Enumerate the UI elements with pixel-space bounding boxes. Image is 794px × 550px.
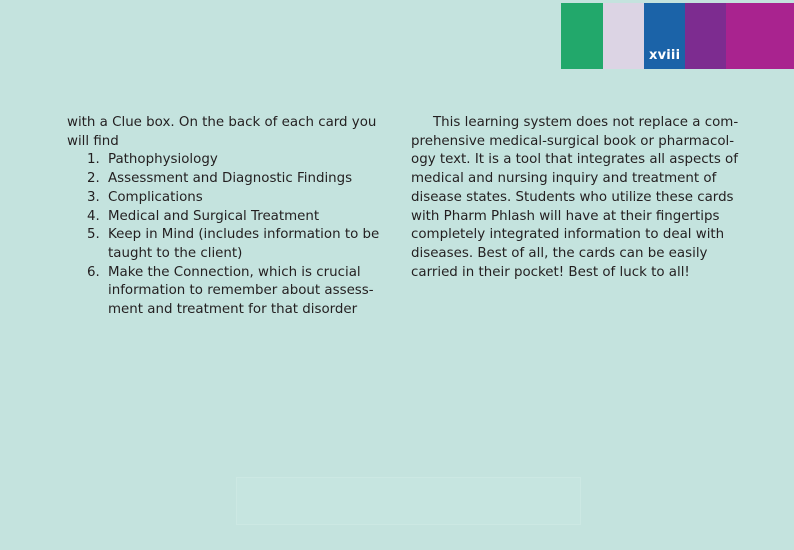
list-item bbox=[67, 208, 385, 227]
card-contents-list bbox=[67, 151, 385, 319]
list-item-text: Make the Connection, which is crucial information to remember about assess-ment and treatment for that disorder bbox=[108, 264, 374, 318]
list-item-text: Medical and Surgical Treatment bbox=[108, 208, 320, 224]
list-item-number: 2. bbox=[87, 171, 100, 187]
page-number: xviii bbox=[649, 48, 681, 63]
list-item-text: Keep in Mind (includes information to be taught to the client) bbox=[108, 227, 380, 261]
list-item-number: 6. bbox=[87, 264, 100, 280]
swatch-purple bbox=[685, 3, 726, 69]
list-item-text: Assessment and Diagnostic Findings bbox=[108, 171, 353, 187]
list-item bbox=[67, 226, 385, 263]
right-body-paragraph: This learning system does not replace a com-prehensive medical-surgical book or pharmacol-ogy text. It is a tool that integrates all aspects of medical and nursing inquiry and treatment of disease states. Students who utilize these cards with Pharm Phlash will have at their fingertips completely integrated information to deal with diseases. Best of all, the cards can be easily carried in their pocket! Best of luck to all! bbox=[411, 115, 739, 280]
swatch-blue bbox=[644, 3, 685, 69]
swatch-green bbox=[561, 3, 603, 69]
list-item-text: Pathophysiology bbox=[108, 152, 218, 168]
blank-footer-box bbox=[236, 477, 581, 525]
header-color-bar bbox=[561, 3, 794, 69]
list-item bbox=[67, 170, 385, 189]
list-item bbox=[67, 151, 385, 170]
right-column bbox=[411, 114, 741, 282]
list-item-number: 5. bbox=[87, 227, 100, 243]
list-item-number: 1. bbox=[87, 152, 100, 168]
left-column bbox=[67, 114, 385, 320]
list-item-text: Complications bbox=[108, 189, 203, 205]
list-item bbox=[67, 264, 385, 320]
swatch-lavender bbox=[603, 3, 644, 69]
left-intro-paragraph: with a Clue box. On the back of each card you will find bbox=[67, 115, 377, 149]
list-item-number: 3. bbox=[87, 189, 100, 205]
list-item-number: 4. bbox=[87, 208, 100, 224]
swatch-magenta bbox=[726, 3, 794, 69]
list-item bbox=[67, 189, 385, 208]
